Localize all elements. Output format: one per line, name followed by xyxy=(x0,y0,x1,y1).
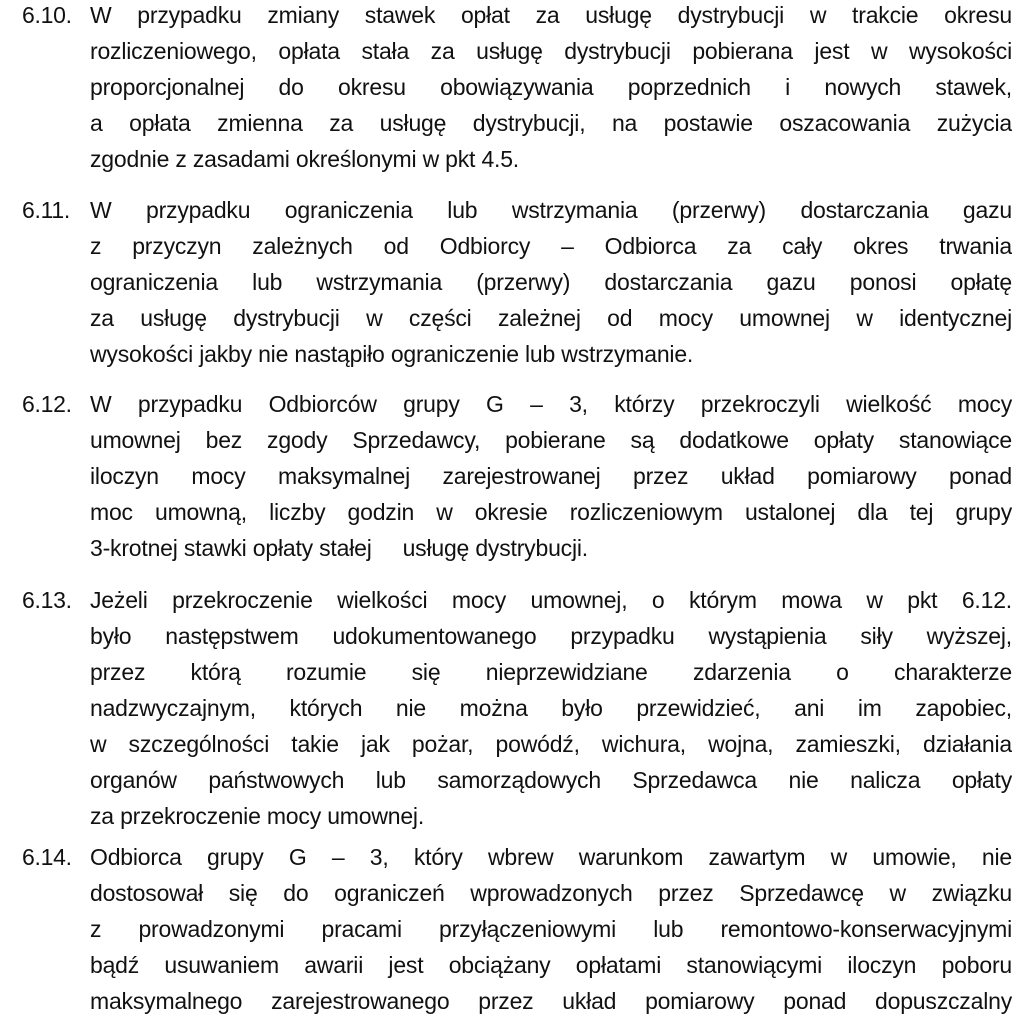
text-line: Jeżeli przekroczenie wielkości mocy umownej, o którym mowa w pkt 6.12. xyxy=(90,587,1012,613)
text-line: 3-krotnej stawki opłaty stałej usługę dystrybucji. xyxy=(90,535,588,561)
paragraph-number: 6.13. xyxy=(22,587,72,613)
text-line: W przypadku zmiany stawek opłat za usługę dystrybucji w trakcie okresu xyxy=(90,2,1012,28)
text-line: organów państwowych lub samorządowych Sprzedawca nie nalicza opłaty xyxy=(90,767,1012,793)
text-line: z przyczyn zależnych od Odbiorcy – Odbiorca za cały okres trwania xyxy=(90,233,1012,259)
text-line: z prowadzonymi pracami przyłączeniowymi lub remontowo-konserwacyjnymi xyxy=(90,916,1012,942)
text-line: dostosował się do ograniczeń wprowadzonych przez Sprzedawcę w związku xyxy=(90,880,1012,906)
paragraph-text xyxy=(90,386,1012,566)
paragraph-text xyxy=(90,582,1012,834)
text-line: proporcjonalnej do okresu obowiązywania poprzednich i nowych stawek, xyxy=(90,74,1012,100)
text-line: wysokości jakby nie nastąpiło ograniczenie lub wstrzymanie. xyxy=(90,341,694,367)
text-line: umownej bez zgody Sprzedawcy, pobierane są dodatkowe opłaty stanowiące xyxy=(90,427,1012,453)
text-line: Odbiorca grupy G – 3, który wbrew warunkom zawartym w umowie, nie xyxy=(90,844,1012,870)
text-line: za przekroczenie mocy umownej. xyxy=(90,803,425,829)
text-line: rozliczeniowego, opłata stała za usługę dystrybucji pobierana jest w wysokości xyxy=(90,38,1012,64)
text-line: nadzwyczajnym, których nie można było przewidzieć, ani im zapobiec, xyxy=(90,695,1012,721)
text-line: maksymalnego zarejestrowanego przez układ pomiarowy ponad dopuszczalny xyxy=(90,988,1012,1014)
paragraph-number: 6.11. xyxy=(22,197,70,223)
paragraph-number: 6.12. xyxy=(22,391,72,417)
text-line: za usługę dystrybucji w części zależnej od mocy umownej w identycznej xyxy=(90,305,1012,331)
paragraph-text xyxy=(90,192,1012,372)
text-line: było następstwem udokumentowanego przypadku wystąpienia siły wyższej, xyxy=(90,623,1012,649)
paragraph-text xyxy=(90,839,1012,1019)
text-line: W przypadku Odbiorców grupy G – 3, którzy przekroczyli wielkość mocy xyxy=(90,391,1012,417)
text-line: zgodnie z zasadami określonymi w pkt 4.5. xyxy=(90,146,520,172)
text-line: iloczyn mocy maksymalnej zarejestrowanej przez układ pomiarowy ponad xyxy=(90,463,1012,489)
text-line: a opłata zmienna za usługę dystrybucji, na postawie oszacowania zużycia xyxy=(90,110,1012,136)
text-line: bądź usuwaniem awarii jest obciążany opłatami stanowiącymi iloczyn poboru xyxy=(90,952,1012,978)
text-line: przez którą rozumie się nieprzewidziane zdarzenia o charakterze xyxy=(90,659,1012,685)
paragraph-number: 6.14. xyxy=(22,844,72,870)
text-line: moc umowną, liczby godzin w okresie rozliczeniowym ustalonej dla tej grupy xyxy=(90,499,1012,525)
text-line: W przypadku ograniczenia lub wstrzymania (przerwy) dostarczania gazu xyxy=(90,197,1012,223)
text-line: ograniczenia lub wstrzymania (przerwy) dostarczania gazu ponosi opłatę xyxy=(90,269,1012,295)
paragraph-text xyxy=(90,0,1012,177)
paragraph-number: 6.10. xyxy=(22,2,72,28)
text-line: w szczególności takie jak pożar, powódź, wichura, wojna, zamieszki, działania xyxy=(90,731,1012,757)
